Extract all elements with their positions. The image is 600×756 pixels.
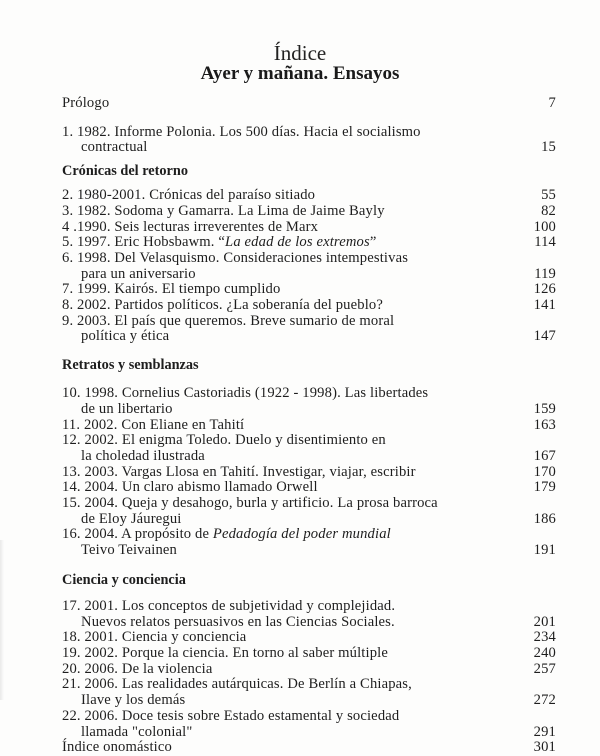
toc-entry bbox=[62, 433, 556, 464]
entry-title: Índice onomástico bbox=[62, 739, 172, 756]
entry-title-continued: política y ética bbox=[81, 328, 170, 345]
entry-title: 17. 2001. Los conceptos de subjetividad y complejidad. bbox=[62, 597, 396, 614]
page-number: 186 bbox=[533, 510, 556, 527]
toc-entry bbox=[62, 188, 556, 204]
page-number: 191 bbox=[533, 542, 556, 559]
toc-entry bbox=[62, 630, 556, 646]
toc-entry-prologue bbox=[62, 96, 556, 112]
entry-title: 13. 2003. Vargas Llosa en Tahití. Investigar, viajar, escribir bbox=[62, 463, 416, 480]
toc-entry bbox=[62, 599, 556, 630]
entry-title-continued: llamada "colonial" bbox=[81, 723, 193, 740]
toc-entry-name-index bbox=[62, 740, 556, 756]
entry-title: 6. 1998. Del Velasquismo. Consideraciones intempestivas bbox=[62, 249, 409, 266]
toc-entry bbox=[62, 646, 556, 662]
toc-entry bbox=[62, 527, 556, 558]
entry-title-continued: Ilave y los demás bbox=[81, 692, 186, 709]
page-number: 114 bbox=[534, 234, 556, 251]
entry-title: 12. 2002. El enigma Toledo. Duelo y disentimiento en bbox=[62, 432, 386, 449]
entry-title: 3. 1982. Sodoma y Gamarra. La Lima de Jaime Bayly bbox=[62, 202, 385, 219]
toc-entry bbox=[62, 662, 556, 678]
entry-title: 19. 2002. Porque la ciencia. En torno al saber múltiple bbox=[62, 644, 388, 661]
page-number: 167 bbox=[533, 447, 556, 464]
section-heading: Retratos y semblanzas bbox=[62, 357, 199, 374]
page-number: 301 bbox=[533, 739, 556, 756]
italic-work-title: Pedadogía del poder mundial bbox=[212, 526, 391, 543]
toc-entry bbox=[62, 709, 556, 740]
entry-title: 11. 2002. Con Eliane en Tahití bbox=[62, 416, 245, 433]
entry-title: 9. 2003. El país que queremos. Breve sumario de moral bbox=[62, 312, 395, 329]
toc-entry bbox=[62, 386, 556, 417]
entry-title-continued: contractual bbox=[81, 139, 148, 156]
entry-title-continued: Teivo Teivainen bbox=[81, 542, 177, 559]
toc-entry bbox=[62, 251, 556, 282]
page-number: 257 bbox=[533, 660, 556, 677]
toc-entry bbox=[62, 480, 556, 496]
page-number: 100 bbox=[533, 218, 556, 235]
page-number: 126 bbox=[533, 281, 556, 298]
page-title: Índice bbox=[273, 41, 327, 65]
entry-title: Prólogo bbox=[62, 95, 110, 111]
italic-work-title: La edad de los extremos bbox=[225, 234, 370, 251]
entry-title: 22. 2006. Doce tesis sobre Estado estamental y sociedad bbox=[62, 707, 400, 724]
toc-entry bbox=[62, 125, 556, 156]
page-number: 272 bbox=[533, 692, 556, 709]
toc-entry bbox=[62, 235, 556, 251]
page-number: 170 bbox=[533, 463, 556, 480]
entry-title: 18. 2001. Ciencia y conciencia bbox=[62, 629, 247, 646]
toc-entry bbox=[62, 204, 556, 220]
scan-edge-shadow bbox=[0, 540, 4, 700]
page-number: 179 bbox=[533, 479, 556, 496]
table-of-contents bbox=[62, 94, 556, 756]
entry-title: 10. 1998. Cornelius Castoriadis (1922 - 1998). Las libertades bbox=[62, 385, 429, 402]
entry-title: 1. 1982. Informe Polonia. Los 500 días. Hacia el socialismo bbox=[62, 123, 421, 140]
entry-title-text: ” bbox=[369, 234, 377, 251]
page-number: 147 bbox=[533, 328, 556, 345]
entry-title-continued: para un aniversario bbox=[81, 265, 196, 282]
section-entries bbox=[62, 188, 556, 345]
toc-entry bbox=[62, 496, 556, 527]
page-number: 234 bbox=[533, 629, 556, 646]
section-entries bbox=[62, 599, 556, 740]
entry-title: 4 .1990. Seis lecturas irreverentes de Marx bbox=[62, 218, 319, 235]
page-number: 7 bbox=[548, 95, 556, 111]
page-number: 159 bbox=[533, 400, 556, 417]
section-heading: Crónicas del retorno bbox=[62, 163, 189, 180]
toc-entry bbox=[62, 314, 556, 345]
section-entries bbox=[62, 386, 556, 559]
entry-title-continued: de Eloy Jáuregui bbox=[81, 510, 182, 527]
entry-title-continued: Nuevos relatos persuasivos en las Ciencias Sociales. bbox=[81, 613, 395, 630]
toc-entry bbox=[62, 220, 556, 236]
toc-entry bbox=[62, 418, 556, 434]
entry-title: 21. 2006. Las realidades autárquicas. De Berlín a Chiapas, bbox=[62, 676, 412, 693]
page-number: 141 bbox=[533, 297, 556, 314]
entry-title bbox=[62, 235, 556, 251]
entry-title: 2. 1980-2001. Crónicas del paraíso sitiado bbox=[62, 187, 316, 204]
toc-entry bbox=[62, 298, 556, 314]
page-number: 55 bbox=[541, 187, 556, 204]
entry-title: 14. 2004. Un claro abismo llamado Orwell bbox=[62, 479, 318, 496]
entry-title: 20. 2006. De la violencia bbox=[62, 660, 213, 677]
entry-title-text: 16. 2004. A propósito de bbox=[62, 526, 213, 543]
section-heading: Ciencia y conciencia bbox=[62, 571, 186, 588]
page-number: 240 bbox=[533, 644, 556, 661]
entry-title: 15. 2004. Queja y desahogo, burla y artificio. La prosa barroca bbox=[62, 495, 438, 512]
toc-entry bbox=[62, 465, 556, 481]
page-number: 119 bbox=[534, 265, 556, 282]
page-number: 201 bbox=[533, 613, 556, 630]
page-number: 15 bbox=[541, 139, 556, 156]
entry-title-continued: de un libertario bbox=[81, 400, 173, 417]
entry-title-continued: la choledad ilustrada bbox=[81, 447, 205, 464]
entry-title bbox=[62, 527, 556, 543]
page-number: 291 bbox=[533, 723, 556, 740]
toc-entry bbox=[62, 677, 556, 708]
entry-title: 7. 1999. Kairós. El tiempo cumplido bbox=[62, 281, 281, 298]
page-number: 163 bbox=[533, 416, 556, 433]
entry-title-text: 5. 1997. Eric Hobsbawm. “ bbox=[62, 234, 226, 251]
book-subtitle: Ayer y mañana. Ensayos bbox=[200, 63, 400, 84]
entry-title: 8. 2002. Partidos políticos. ¿La soberanía del pueblo? bbox=[62, 297, 383, 314]
page-number: 82 bbox=[541, 202, 556, 219]
toc-entry bbox=[62, 282, 556, 298]
